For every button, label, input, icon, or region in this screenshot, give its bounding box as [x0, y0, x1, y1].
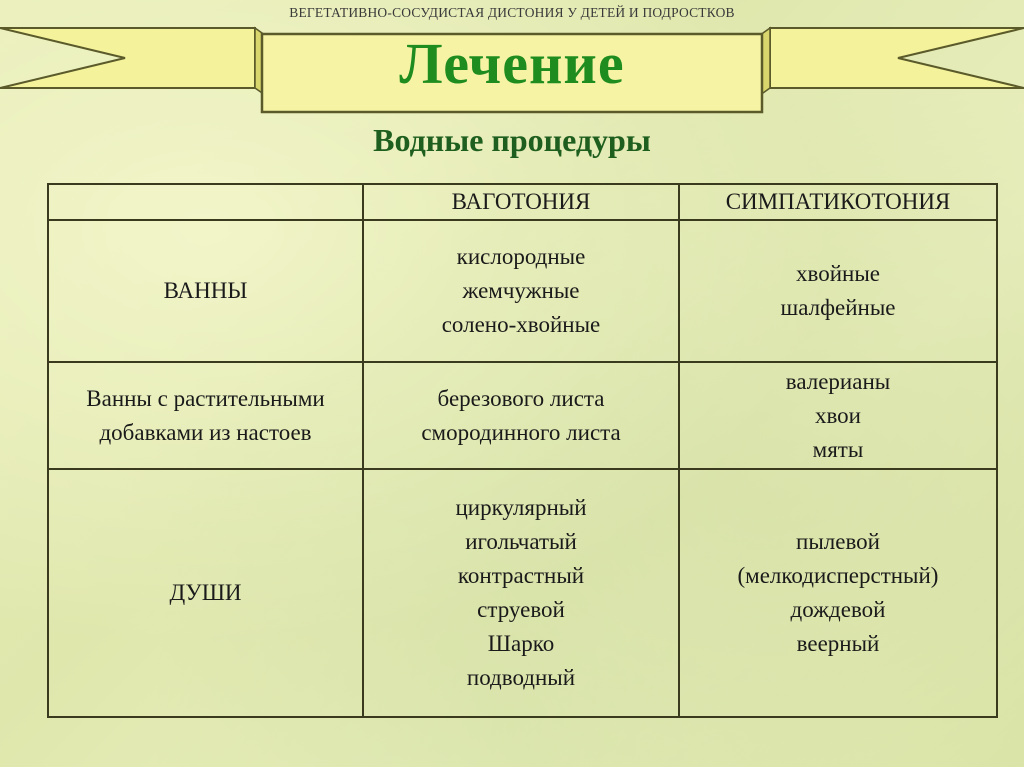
header-cell-vagotonia: ВАГОТОНИЯ: [363, 184, 679, 220]
cell-line: хвои: [814, 402, 861, 428]
procedures-table: [47, 183, 998, 718]
row-label-baths: [48, 220, 363, 362]
cell-line: циркулярный: [455, 495, 587, 520]
header-cell-sympathicotonia: СИМПАТИКОТОНИЯ: [679, 184, 997, 220]
cell-line: валерианы: [785, 368, 891, 394]
cell-line: ВАННЫ: [163, 278, 248, 303]
row-label-showers: [48, 469, 363, 717]
cell-line: игольчатый: [465, 529, 577, 554]
cell-line: кислородные: [456, 244, 586, 269]
cell-line: контрастный: [457, 563, 585, 588]
cell-baths-vagotonia: [363, 220, 679, 362]
cell-line: дождевой: [790, 597, 886, 622]
cell-line: шалфейные: [780, 295, 896, 320]
cell-line: веерный: [796, 631, 880, 656]
top-caption: ВЕГЕТАТИВНО-СОСУДИСТАЯ ДИСТОНИЯ У ДЕТЕЙ И ПОДРОСТКОВ: [289, 5, 735, 20]
cell-baths-sympathicotonia: [679, 220, 997, 362]
cell-line: подводный: [466, 665, 576, 690]
cell-line: березового листа: [437, 385, 605, 411]
cell-herbal-sympathicotonia: [679, 362, 997, 469]
table-row: [48, 469, 997, 717]
table-row: [48, 220, 997, 362]
cell-line: солено-хвойные: [441, 312, 601, 337]
section-subtitle: Водные процедуры: [373, 122, 651, 158]
cell-showers-sympathicotonia: [679, 469, 997, 717]
cell-line: мяты: [812, 436, 864, 462]
cell-line: Ванны с растительными: [86, 385, 325, 411]
header-cell-empty: [48, 184, 363, 220]
cell-line: (мелкодисперстный): [737, 563, 939, 588]
cell-line: Шарко: [487, 631, 555, 656]
row-label-herbal-baths: [48, 362, 363, 469]
cell-line: хвойные: [796, 261, 880, 286]
cell-line: ДУШИ: [169, 580, 242, 605]
cell-line: струевой: [477, 597, 565, 622]
cell-showers-vagotonia: [363, 469, 679, 717]
cell-line: добавками из настоев: [99, 419, 312, 445]
table-row: [48, 362, 997, 469]
cell-line: смородинного листа: [421, 419, 621, 445]
page-title: Лечение: [399, 31, 625, 96]
cell-herbal-vagotonia: [363, 362, 679, 469]
cell-line: пылевой: [796, 529, 880, 554]
cell-line: жемчужные: [462, 278, 580, 303]
table-header-row: [48, 184, 997, 220]
